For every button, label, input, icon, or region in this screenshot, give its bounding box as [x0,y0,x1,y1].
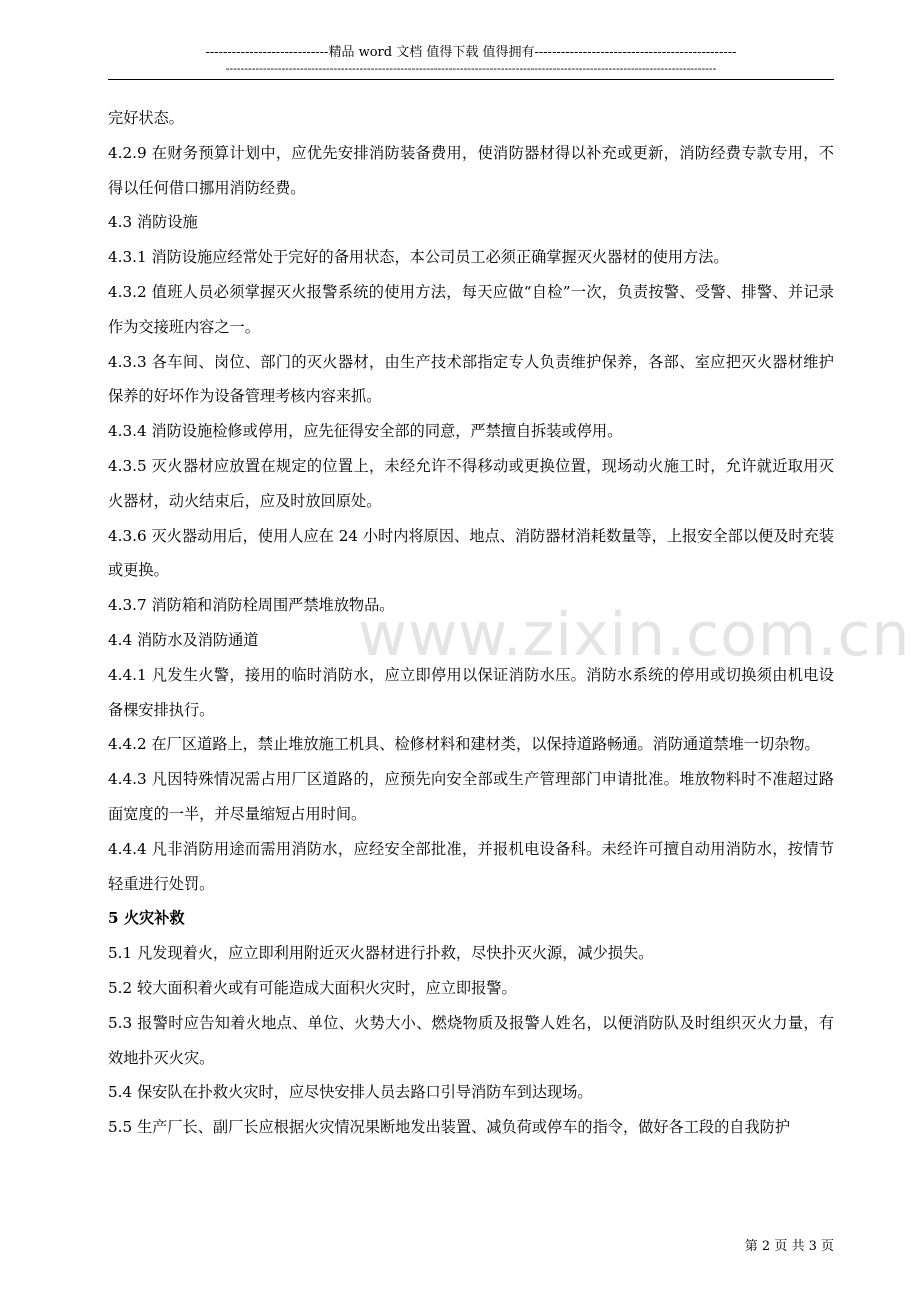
paragraph: 4.4.3 凡因特殊情况需占用厂区道路的，应预先向安全部或生产管理部门申请批准。堆放物料时不准超过路面宽度的一半，并尽量缩短占用时间。 [108,770,834,823]
paragraph: 4.3.4 消防设施检修或停用，应先征得安全部的同意，严禁擅自拆装或停用。 [108,422,623,441]
paragraph: 5.2 较大面积着火或有可能造成大面积火灾时，应立即报警。 [108,978,517,997]
section-heading: 5 火灾补救 [108,909,185,928]
paragraph: 4.3.6 灭火器动用后，使用人应在 24 小时内将原因、地点、消防器材消耗数量等，上报安全部以便及时充装或更换。 [108,526,834,580]
paragraph: 4.4.1 凡发生火警，接用的临时消防水，应立即停用以保证消防水压。消防水系统的停用或切换须由机电设备棵安排执行。 [108,665,834,719]
header-dashes: ------------------------------------------------------------------------------------------------------------------------------------ [225,62,717,75]
paragraph: 4.3 消防设施 [108,213,198,232]
paragraph: 4.3.7 消防箱和消防栓周围严禁堆放物品。 [108,596,395,615]
header-rule [108,79,834,80]
paragraph: 4.2.9 在财务预算计划中，应优先安排消防装备费用，使消防器材得以补充或更新，消防经费专款专用，不得以任何借口挪用消防经费。 [108,143,834,197]
paragraph: 完好状态。 [108,109,184,127]
paragraph: 4.3.3 各车间、岗位、部门的灭火器材，由生产技术部指定专人负责维护保养，各部、室应把灭火器材维护保养的好坏作为设备管理考核内容来抓。 [108,352,834,406]
paragraph: 5.3 报警时应告知着火地点、单位、火势大小、燃烧物质及报警人姓名，以便消防队及时组织灭火力量，有效地扑灭火灾。 [108,1013,834,1067]
paragraph: 4.4 消防水及消防通道 [108,630,259,649]
paragraph: 4.3.2 值班人员必须掌握灭火报警系统的使用方法，每天应做“自检”一次，负责按警、受警、排警、并记录作为交接班内容之一。 [108,282,834,336]
paragraph: 5.5 生产厂长、副厂长应根据火灾情况果断地发出装置、减负荷或停车的指令，做好各工段的自我防护 [108,1118,791,1137]
paragraph: 4.4.4 凡非消防用途而需用消防水，应经安全部批准，并报机电设备科。未经许可擅自动用消防水，按情节轻重进行处罚。 [108,839,834,893]
watermark: www.zixin.com.cn [358,600,911,670]
paragraph: 4.4.2 在厂区道路上，禁止堆放施工机具、检修材料和建材类，以保持道路畅通。消防通道禁堆一切杂物。 [108,735,820,754]
page-footer: 第 2 页 共 3 页 [744,1239,834,1254]
page-header: ----------------------------精品 word 文档 值得下载 值得拥有---------------------------------------------- [205,45,737,60]
document-body [108,101,834,1145]
paragraph: 5.4 保安队在扑救火灾时，应尽快安排人员去路口引导消防车到达现场。 [108,1083,593,1102]
paragraph: 4.3.5 灭火器材应放置在规定的位置上，未经允许不得移动或更换位置，现场动火施工时，允许就近取用灭火器材，动火结束后，应及时放回原处。 [108,456,834,510]
paragraph: 4.3.1 消防设施应经常处于完好的备用状态，本公司员工必须正确掌握灭火器材的使用方法。 [108,248,729,267]
paragraph: 5.1 凡发现着火，应立即利用附近灭火器材进行扑救，尽快扑灭火源，减少损失。 [108,944,654,963]
